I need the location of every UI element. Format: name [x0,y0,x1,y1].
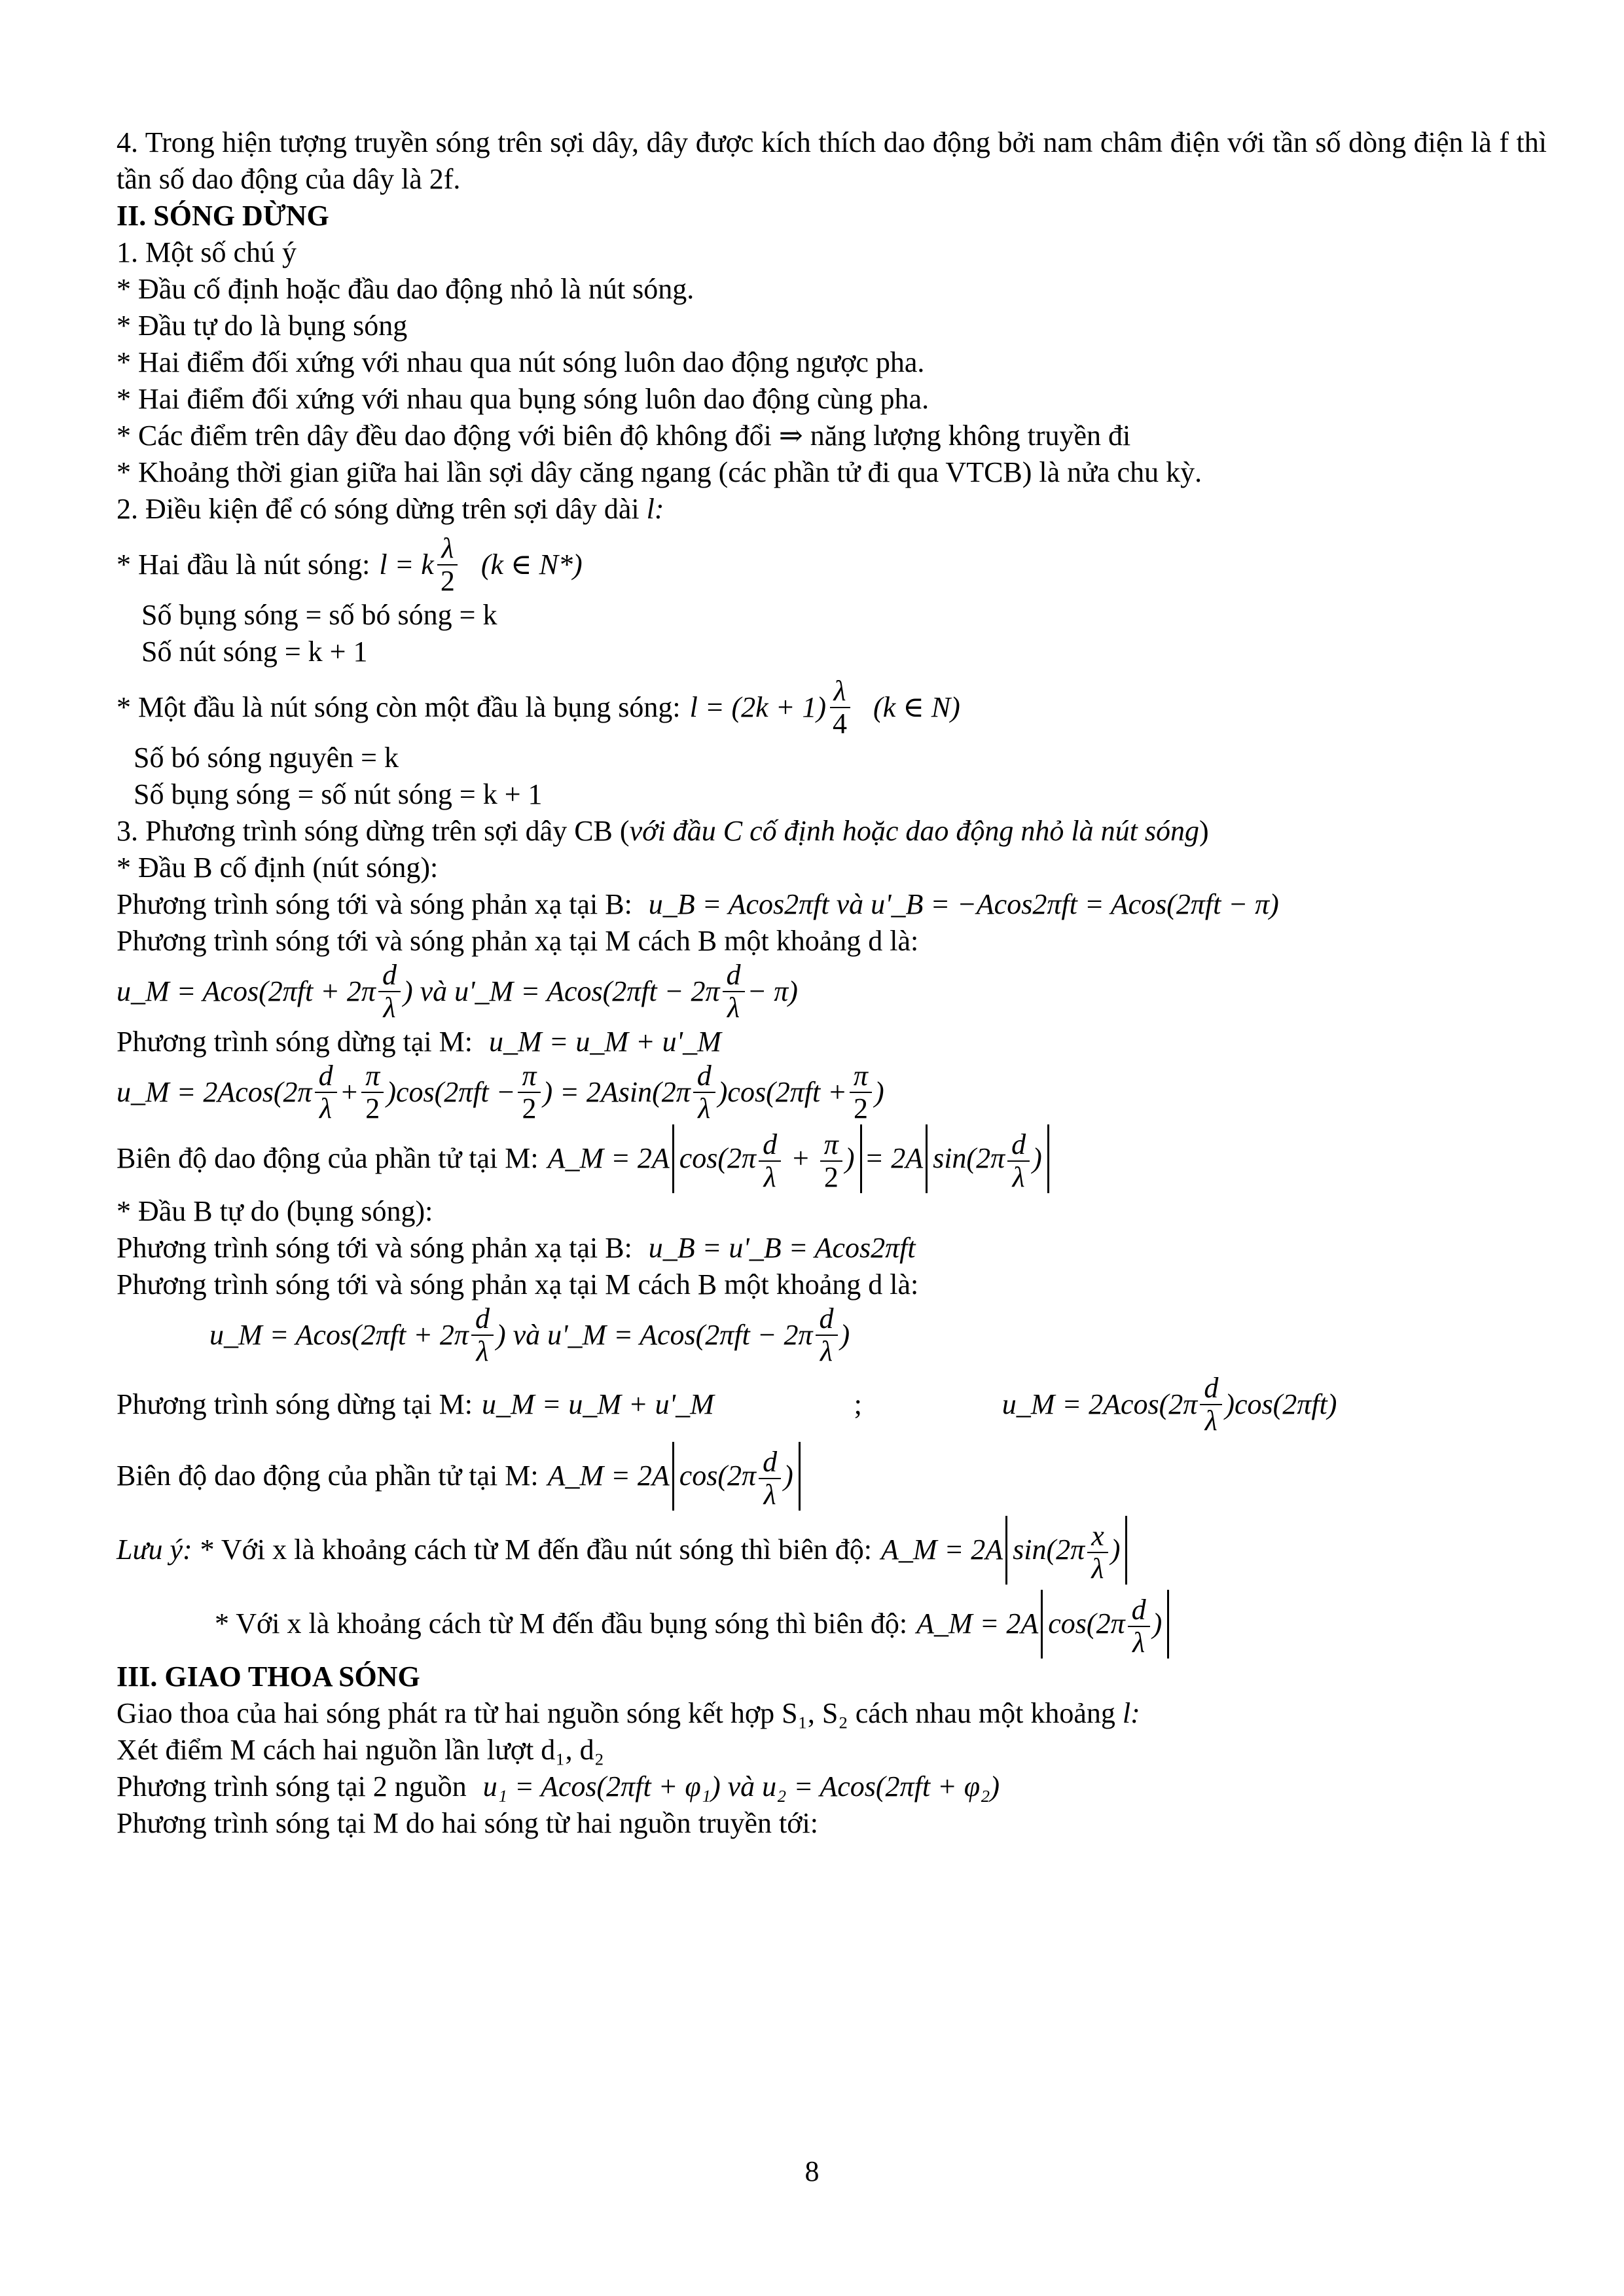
frac-num: π [820,1129,842,1162]
frac-num: d [759,1446,781,1479]
eq-part: A_M = 2A [547,1142,670,1175]
fraction-d-lambda [816,1303,838,1367]
section-3-line-2: Xét điểm M cách hai nguồn lần lượt d₁, d₂ [117,1733,604,1766]
note-line: * Khoảng thời gian giữa hai lần sợi dây căng ngang (các phần tử đi qua VTCB) là nửa chu kỳ. [117,456,1202,488]
fraction-d-lambda [759,1446,781,1511]
case1-lhs: l = k [379,548,434,581]
frac-den: λ [1132,1626,1146,1659]
frac-num: d [315,1060,337,1093]
case2-fraction [829,675,851,740]
sub3-close: ) [1199,815,1209,847]
section-3-line-3-eq: u₁ = Acos(2πft + φ₁) và u₂ = Acos(2πft + φ₂) [482,1770,1000,1803]
fixed-sw-row [117,1024,1547,1060]
frac-num: d [723,960,745,992]
sub2-var: l: [646,493,664,525]
case1-line: Số bụng sóng = số bó sóng = k [141,599,497,631]
note-line: * Các điểm trên dây đều dao động với biên độ không đổi ⇒ năng lượng không truyền đi [117,420,1131,452]
fraction-d-lambda [759,1129,781,1193]
frac-den: λ [763,1478,776,1511]
note-line: * Hai điểm đối xứng với nhau qua nút sóng luôn dao động ngược pha. [117,346,925,378]
fixed-eqM-b: ) và u'_M = Acos(2πft − 2π [403,975,720,1007]
section-3-line-3-label: Phương trình sóng tại 2 nguồn [117,1770,467,1803]
eq-part: sin(2π [933,1142,1005,1174]
eq-part: sin(2π [1013,1533,1085,1566]
frac-den: λ [1091,1552,1104,1585]
case2-line: Số bó sóng nguyên = k [134,742,399,774]
fraction-d-lambda [1128,1594,1150,1659]
eq-part: cos(2π [679,1142,757,1174]
free-eqB-row [117,1230,1547,1266]
sub2-text: 2. Điều kiện để có sóng dừng trên sợi dây dài [117,493,640,525]
frac-num: d [1200,1372,1222,1405]
sub3-text: 3. Phương trình sóng dừng trên sợi dây CB ( [117,815,630,847]
frac-den: 2 [823,1160,839,1193]
frac-den: λ [319,1092,333,1124]
document-body [117,124,1547,1842]
frac-num: d [1007,1129,1030,1162]
free-sw-eq: u_M = u_M + u'_M [481,1388,714,1420]
section-3-line-1 [117,1695,1547,1732]
fraction-x-lambda [1087,1520,1108,1585]
eq-part: A_M = 2A [881,1534,1003,1566]
eq-part: u_M = 2Acos(2π [117,1076,312,1108]
fixed-sw-label: Phương trình sóng dừng tại M: [117,1026,473,1058]
fraction-d-lambda [1007,1129,1030,1193]
frac-num: d [1128,1594,1150,1627]
frac-den: λ [383,992,396,1024]
fixed-title: * Đầu B cố định (nút sóng): [117,852,439,884]
eq-part: A_M = 2A [547,1460,670,1492]
fraction-d-lambda [315,1060,337,1124]
fraction-d-lambda [1200,1372,1222,1437]
section-2-sub3 [117,813,1547,850]
fraction-pi-2 [850,1060,872,1124]
frac-den: λ [727,992,740,1024]
section-2-heading: II. SÓNG DỪNG [117,200,329,232]
fixed-eqM-row [117,960,1547,1024]
fixed-eqB-row [117,886,1547,923]
case2-label: * Một đầu là nút sóng còn một đầu là bụng sóng: [117,691,681,723]
case2-line: Số bụng sóng = số nút sóng = k + 1 [134,778,543,810]
eq-part: A_M = 2A [916,1607,1039,1640]
eq-part: ) [840,1318,850,1351]
case1-fraction [437,533,459,597]
eq-part: )cos(2πft − [386,1076,516,1108]
note-line-1: * Với x là khoảng cách từ M đến đầu nút sóng thì biên độ: [200,1534,873,1566]
eq-part: ) [874,1076,884,1108]
frac-num: d [471,1303,494,1336]
note-row-2 [117,1590,1547,1659]
absolute-value [672,1124,862,1193]
eq-part: u_M = Acos(2πft + 2π [209,1318,469,1351]
eq-part: ) [1152,1607,1163,1640]
eq-part: u_M = 2Acos(2π [1001,1388,1198,1420]
sub3-italic: với đầu C cố định hoặc dao động nhỏ là nút sóng [629,815,1200,847]
free-amp-label: Biên độ dao động của phần tử tại M: [117,1460,539,1492]
frac-den: λ [1012,1160,1025,1193]
eq-part: ) [1110,1533,1121,1566]
frac-den: λ [1204,1404,1218,1437]
case2-lhs: l = (2k + 1) [689,691,827,723]
section-3-line-3 [117,1768,1547,1805]
frac-den: λ [698,1092,711,1124]
free-eqB-label: Phương trình sóng tới và sóng phản xạ tại B: [117,1231,632,1264]
fixed-amp-label: Biên độ dao động của phần tử tại M: [117,1142,539,1175]
semicolon: ; [854,1388,862,1420]
fixed-sw2-row [117,1060,1547,1124]
fraction-pi-2 [820,1129,842,1193]
absolute-value [926,1124,1049,1193]
case1-num: λ [437,533,458,565]
eq-part: ) và u'_M = Acos(2πft − 2π [496,1318,813,1351]
section-3-line-4: Phương trình sóng tại M do hai sóng từ hai nguồn truyền tới: [117,1806,818,1839]
free-eqM-row [117,1303,1547,1367]
case1-line: Số nút sóng = k + 1 [141,636,368,668]
note-line: * Đầu cố định hoặc đầu dao động nhỏ là nút sóng. [117,273,695,305]
section-3-line-1-var: l: [1122,1696,1140,1729]
eq-part: + [339,1076,359,1108]
frac-den: 2 [522,1092,537,1124]
frac-den: λ [820,1335,833,1367]
eq-part: = 2A [864,1142,924,1175]
case1-condition: (k ∈ N*) [480,548,583,581]
eq-part: )cos(2πft + [717,1076,847,1108]
frac-den: λ [763,1160,776,1193]
note-line: * Đầu tự do là bụng sóng [117,310,408,342]
frac-den: 2 [365,1092,380,1124]
fixed-amp-row [117,1124,1547,1193]
item-4-paragraph: 4. Trong hiện tượng truyền sóng trên sợi dây, dây được kích thích dao động bởi nam châm điện với tần số dòng điện là f thì tần số dao động của dây là 2f. [117,126,1547,195]
note-line: * Hai điểm đối xứng với nhau qua bụng sóng luôn dao động cùng pha. [117,383,929,415]
frac-num: d [759,1129,781,1162]
case1-den: 2 [440,565,455,597]
case2-num: λ [830,675,850,708]
fixed-eqM-label: Phương trình sóng tới và sóng phản xạ tại M cách B một khoảng d là: [117,925,919,957]
eq-part: ) [784,1459,793,1492]
free-eqB: u_B = u'_B = Acos2πft [648,1231,916,1264]
eq-part: ) [1032,1142,1042,1174]
frac-den: λ [476,1335,489,1367]
free-eqM-label: Phương trình sóng tới và sóng phản xạ tại M cách B một khoảng d là: [117,1268,919,1300]
case1-row [117,533,1547,597]
frac-den: 2 [853,1092,868,1124]
fixed-eqB: u_B = Acos2πft và u'_B = −Acos2πft = Acos(2πft − π) [648,888,1279,920]
note-line-2: * Với x là khoảng cách từ M đến đầu bụng sóng thì biên độ: [215,1607,908,1640]
eq-part: cos(2π [679,1459,757,1492]
fixed-sw-eq: u_M = u_M + u'_M [488,1026,721,1058]
fraction-pi-2 [518,1060,540,1124]
note-row-1 [117,1516,1547,1585]
frac-num: π [518,1060,540,1093]
absolute-value [672,1442,801,1511]
eq-part: ) [844,1142,855,1174]
note-label: Lưu ý: [117,1534,192,1566]
eq-part: + [784,1142,818,1174]
case2-condition: (k ∈ N) [873,691,960,723]
free-amp-row [117,1442,1547,1511]
case1-label: * Hai đầu là nút sóng: [117,548,370,581]
frac-num: d [816,1303,838,1336]
free-title: * Đầu B tự do (bụng sóng): [117,1194,433,1227]
frac-num: π [361,1060,384,1093]
eq-part: ) = 2Asin(2π [543,1076,691,1108]
case2-row [117,675,1547,740]
fraction-d-lambda [693,1060,715,1124]
frac-num: d [693,1060,715,1093]
section-2-sub1: 1. Một số chú ý [117,236,297,268]
section-2-sub2 [117,491,1547,528]
eq-part: )cos(2πft) [1225,1388,1337,1420]
eq-part: cos(2π [1048,1607,1125,1640]
fraction-d-lambda [723,960,745,1024]
fraction-pi-2 [361,1060,384,1124]
case2-den: 4 [833,708,848,740]
fixed-eqM-c: − π) [747,975,798,1007]
fraction-d-lambda [471,1303,494,1367]
fraction-d-lambda [378,960,401,1024]
free-sw-row [117,1372,1547,1437]
absolute-value [1005,1516,1127,1585]
fixed-eqB-label: Phương trình sóng tới và sóng phản xạ tại B: [117,888,632,920]
frac-num: d [378,960,401,992]
fixed-eqM-a: u_M = Acos(2πft + 2π [117,975,376,1007]
frac-num: x [1087,1520,1108,1553]
page-number: 8 [804,2155,820,2187]
frac-num: π [850,1060,872,1093]
section-3-heading: III. GIAO THOA SÓNG [117,1660,420,1693]
free-sw-label: Phương trình sóng dừng tại M: [117,1388,473,1420]
section-3-line-1-text: Giao thoa của hai sóng phát ra từ hai nguồn sóng kết hợp S₁, S₂ cách nhau một khoảng [117,1696,1115,1729]
absolute-value [1041,1590,1169,1659]
